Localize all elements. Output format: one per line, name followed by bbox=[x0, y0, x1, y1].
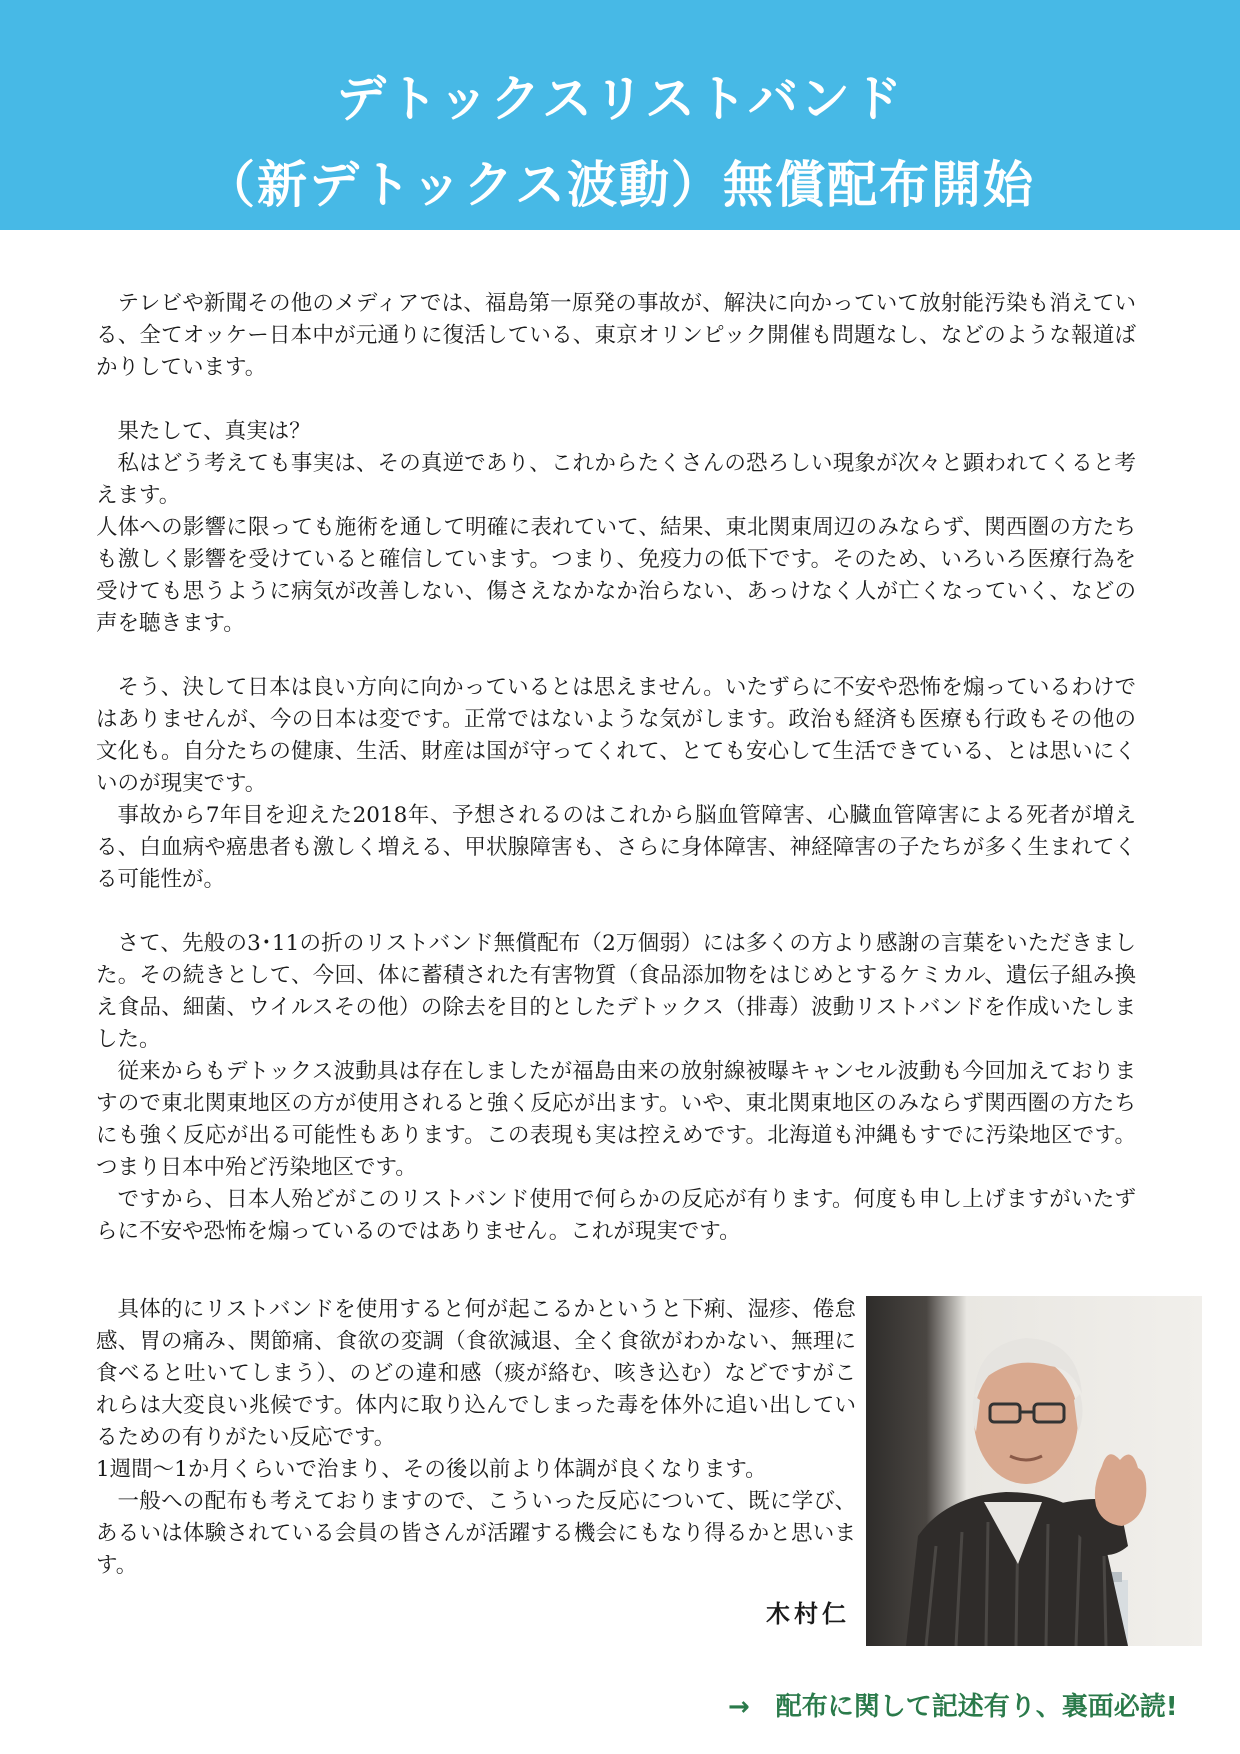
paragraph-truth-question: 果たして、真実は？ bbox=[117, 419, 311, 444]
paragraph-reaction: 従来からもデトックス波動具は存在しましたが福島由来の放射線被曝キャンセル波動も今回加えておりますので東北関東地区の方が使用されると強く反応が出ます。いや、東北関東地区のみならず関西圏の方たちにも強く反応が出る可能性もあります。この表現も実は控えめです。北海道も沖縄もすでに汚染地区です。つまり日本中殆ど汚染地区です。 bbox=[96, 1059, 1136, 1180]
paragraph-distribution: さて、先般の3･11の折のリストバンド無償配布（2万個弱）には多くの方より感謝の言葉をいただきました。その続きとして、今回、体に蓄積された有害物質（食品添加物をはじめとするケミカル、遺伝子組み換え食品、細菌、ウイルスその他）の除去を目的としたデトックス（排毒）波動リストバンドを作成いたしました。 bbox=[96, 931, 1136, 1052]
paragraph-forecast: 事故から7年目を迎えた2018年、予想されるのはこれから脳血管障害、心臓血管障害による死者が増える、白血病や癌患者も激しく増える、甲状腺障害も、さらに身体障害、神経障害の子たちが多く生まれてくる可能性が。 bbox=[96, 803, 1136, 892]
portrait-photo bbox=[866, 1296, 1202, 1646]
paragraph-japan-state: そう、決して日本は良い方向に向かっているとは思えません。いたずらに不安や恐怖を煽っているわけではありませんが、今の日本は変です。正常ではないような気がします。政治も経済も医療も行政もその他の文化も。自分たちの健康、生活、財産は国が守ってくれて、とても安心して生活できている、とは思いにくいのが現実です。 bbox=[96, 675, 1136, 796]
paragraph-reality: ですから、日本人殆どがこのリストバンド使用で何らかの反応が有ります。何度も申し上げますがいたずらに不安や恐怖を煽っているのではありません。これが現実です。 bbox=[96, 1187, 1136, 1244]
title-line-2: （新デトックス波動）無償配布開始 bbox=[205, 156, 1035, 214]
footer-note-text: 配布に関して記述有り、裏面必読! bbox=[775, 1692, 1178, 1722]
title-banner bbox=[0, 0, 1240, 230]
paragraph-media: テレビや新聞その他のメディアでは、福島第一原発の事故が、解決に向かっていて放射能汚染も消えている、全てオッケー日本中が元通りに復活している、東京オリンピック開催も問題なし、などのような報道ばかりしています。 bbox=[96, 291, 1136, 380]
page-title bbox=[0, 56, 1240, 228]
author-signature: 木村仁 bbox=[766, 1600, 850, 1628]
article-lower bbox=[96, 1294, 856, 1582]
title-line-1: デトックスリストバンド bbox=[336, 70, 904, 128]
paragraph-recovery: 1週間～1か月くらいで治まり、その後以前より体調が良くなります。 bbox=[96, 1457, 767, 1482]
paragraph-health-impact: 人体への影響に限っても施術を通して明確に表れていて、結果、東北関東周辺のみならず、関西圏の方たちも激しく影響を受けていると確信しています。つまり、免疫力の低下です。そのため、いろいろ医療行為を受けても思うように病気が改善しない、傷さえなかなか治らない、あっけなく人が亡くなっていく、などの声を聴きます。 bbox=[96, 515, 1136, 636]
paragraph-symptoms: 具体的にリストバンドを使用すると何が起こるかというと下痢、湿疹、倦怠感、胃の痛み、関節痛、食欲の変調（食欲減退、全く食欲がわかない、無理に食べると吐いてしまう）、のどの違和感（痰が絡む、咳き込む）などですがこれらは大変良い兆候です。体内に取り込んでしまった毒を体外に追い出しているための有りがたい反応です。 bbox=[96, 1297, 856, 1450]
paragraph-opinion: 私はどう考えても事実は、その真逆であり、これからたくさんの恐ろしい現象が次々と顕われてくると考えます。 bbox=[96, 451, 1136, 508]
article-body bbox=[96, 288, 1136, 1248]
footer-note bbox=[728, 1686, 1198, 1723]
arrow-right-icon: → bbox=[728, 1692, 750, 1722]
portrait-photo-icon bbox=[866, 1296, 1202, 1646]
paragraph-members: 一般への配布も考えておりますので、こういった反応について、既に学び、あるいは体験されている会員の皆さんが活躍する機会にもなり得るかと思います。 bbox=[96, 1489, 856, 1578]
